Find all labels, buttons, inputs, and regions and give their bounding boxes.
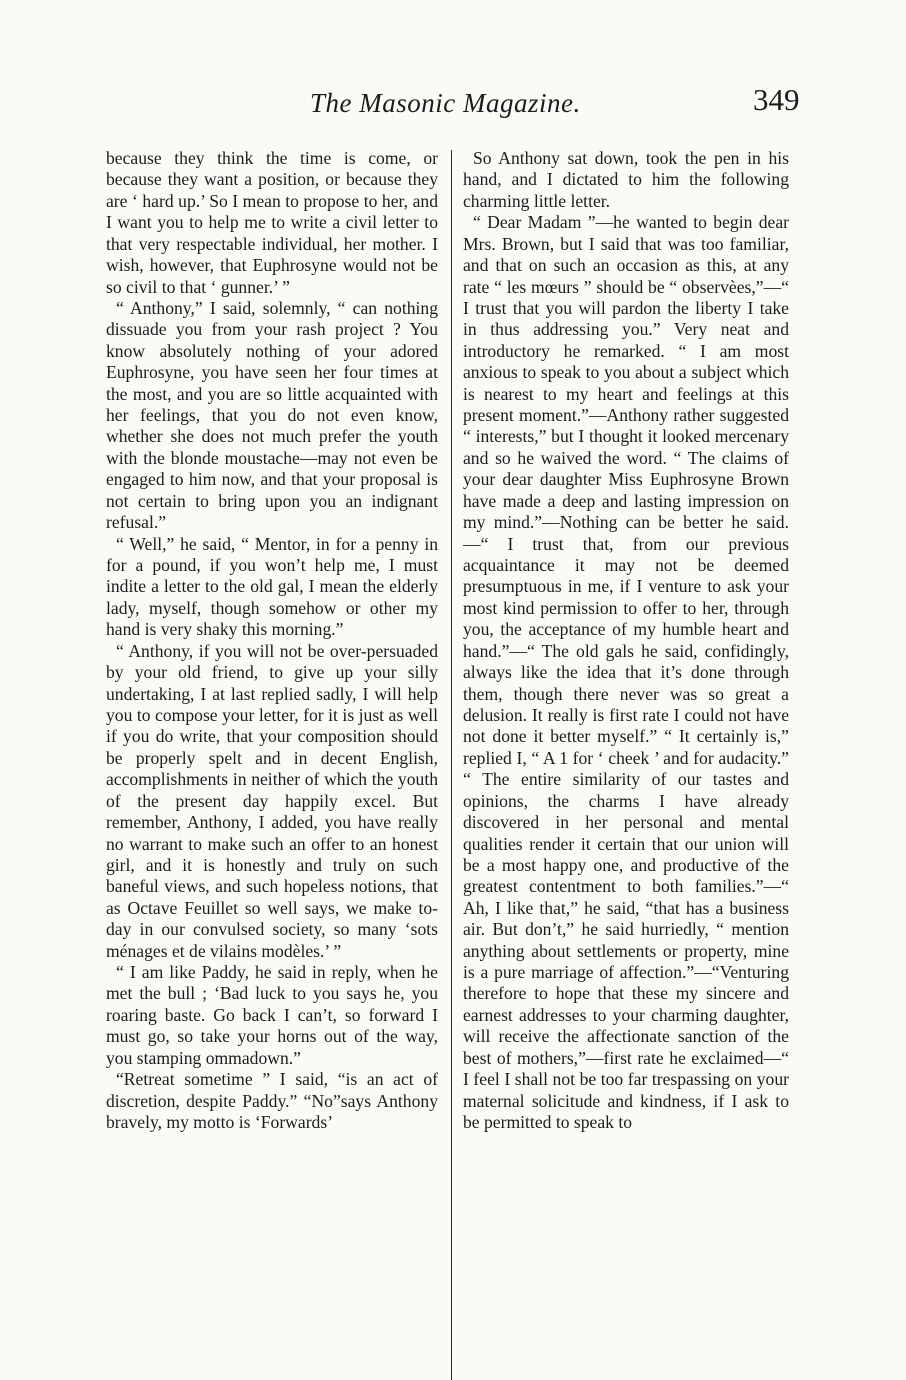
page-number: 349 <box>753 82 800 117</box>
column-divider <box>451 150 452 1380</box>
paragraph: “ Dear Madam ”—he wanted to begin dear Mrs. Brown, but I said that was too familiar, and that on such an occasion as this, at any rate “ les mœurs ” should be “ observèes,”—“ I trust that you will pardon the liberty I take in thus addressing you.” Very neat and introductory he remarked. “ I am most anxious to speak to you about a subject which is nearest to my heart and feelings at this present moment.”—Anthony rather suggested “ interests,” but I thought it looked mercenary and so he waived the word. “ The claims of your dear daughter Miss Euphrosyne Brown have made a deep and lasting impression on my mind.”—Nothing can be better he said. —“ I trust that, from our previous acquaintance it may not be deemed presumptuous in me, if I venture to ask your most kind permission to offer to her, through you, the acceptance of my humble heart and hand.”—“ The old gals he said, confidingly, always like the idea that it’s done through them, though there never was so great a delusion. It really is first rate I could not have not done it better myself.” “ It certainly is,” replied I, “ A 1 for ‘ cheek ’ and for audacity.” “ The entire similarity of our tastes and opinions, the charms I have already discovered in her personal and mental qualities render it certain that our union will be a most happy one, and productive of the greatest contentment to both families.”—“ Ah, I like that,” he said, “that has a business air. But don’t,” he said hurriedly, “ mention anything about settlements or property, mine is a pure marriage of affection.”—“Venturing therefore to hope that these my sincere and earnest addresses to your charming daughter, will receive the affectionate sanction of the best of mothers,”—first rate he exclaimed—“ I feel I shall not be too far trespassing on your maternal solicitude and kindness, if I ask to be permitted to speak to <box>463 212 789 1132</box>
right-column <box>463 148 789 1133</box>
left-column <box>106 148 438 1133</box>
paragraph: “ Anthony,” I said, solemnly, “ can nothing dissuade you from your rash project ? You know absolutely nothing of your adored Euphrosyne, you have seen her four times at the most, and you are so little acquainted with her feelings, that you do not even know, whether she does not much prefer the youth with the blonde moustache—may not even be engaged to him now, and that your proposal is not certain to bring upon you an indignant refusal.” <box>106 297 438 533</box>
paragraph: So Anthony sat down, took the pen in his hand, and I dictated to him the following charming little letter. <box>463 148 789 211</box>
paragraph: because they think the time is come, or because they want a position, or because they are ‘ hard up.’ So I mean to propose to her, and I want you to help me to write a civil letter to that very respectable individual, her mother. I wish, however, that Euphrosyne would not be so civil to that ‘ gunner.’ ” <box>106 148 438 297</box>
paragraph: “Retreat sometime ” I said, “is an act of discretion, despite Paddy.” “No”says Anthony bravely, my motto is ‘Forwards’ <box>106 1069 438 1132</box>
paragraph: “ Well,” he said, “ Mentor, in for a penny in for a pound, if you won’t help me, I must indite a letter to the old gal, I mean the elderly lady, myself, though somehow or other my hand is very shaky this morning.” <box>106 533 438 640</box>
paragraph: “ I am like Paddy, he said in reply, when he met the bull ; ‘Bad luck to you says he, you roaring baste. Go back I can’t, so forward I must go, so take your horns out of the way, you stamping ommadown.” <box>106 962 438 1068</box>
running-title: The Masonic Magazine. <box>310 88 581 118</box>
page-header <box>0 72 906 122</box>
paragraph: “ Anthony, if you will not be over-persuaded by your old friend, to give up your silly undertaking, I at last replied sadly, I will help you to compose your letter, for it is just as well if you do write, that your composition should be properly spelt and in decent English, accomplishments in neither of which the youth of the present day happily excel. But remember, Anthony, I added, you have really no warrant to make such an offer to an honest girl, and it is honestly and truly on such baneful views, and such hopeless notions, that as Octave Feuillet so well says, we make to-day in our convulsed society, so many ‘sots ménages et de vilains modèles.’ ” <box>106 640 438 961</box>
